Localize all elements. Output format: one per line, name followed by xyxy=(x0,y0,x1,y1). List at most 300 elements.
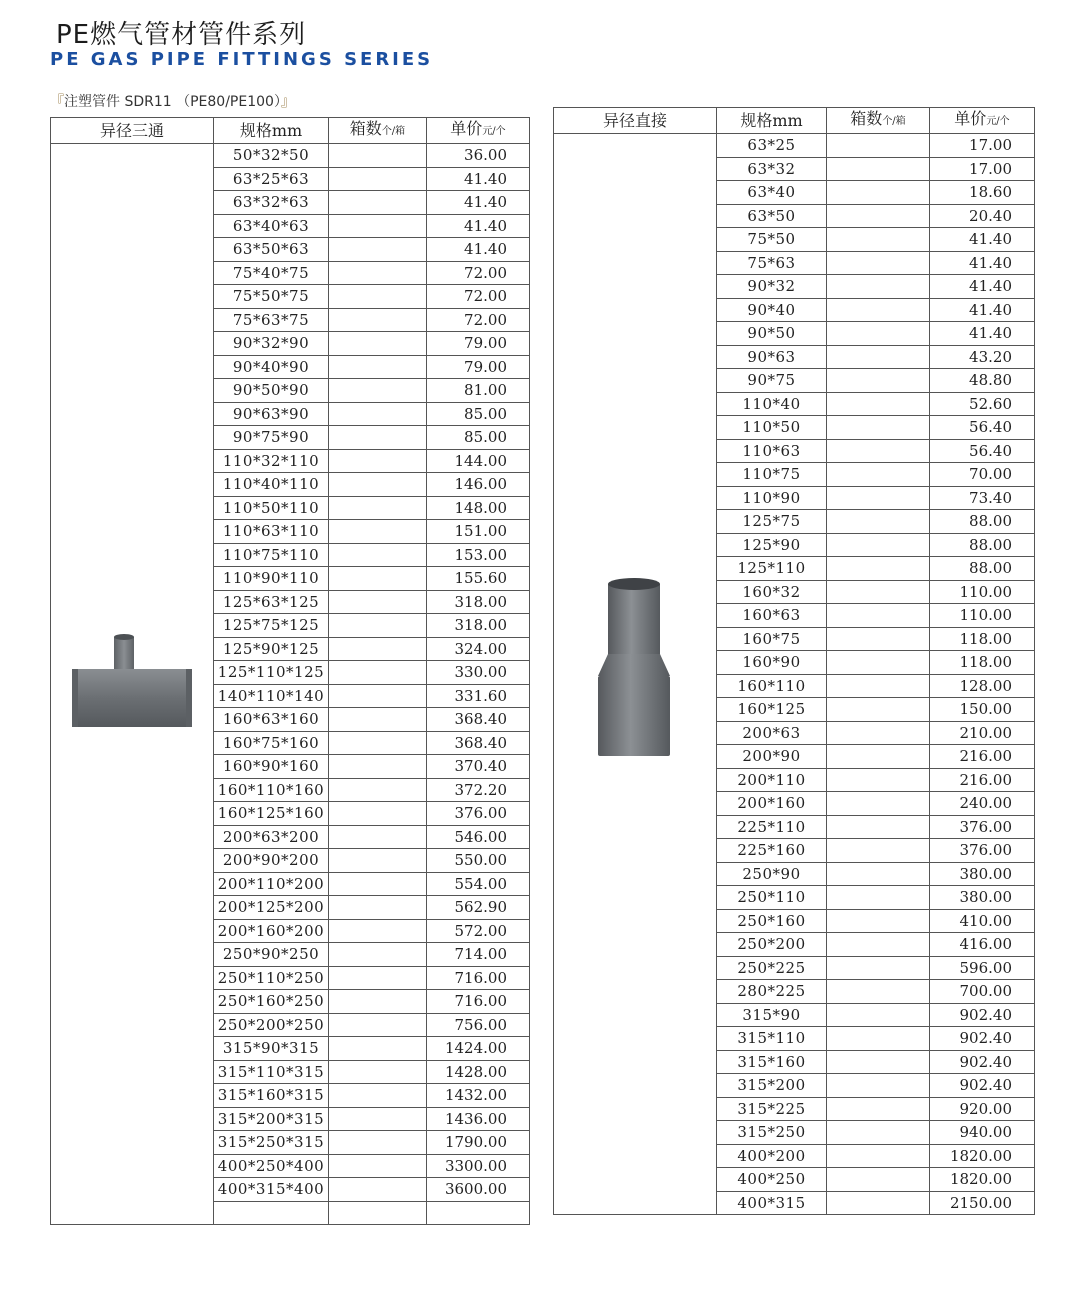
price-cell: 18.60 xyxy=(930,181,1035,205)
box-qty-cell xyxy=(827,298,930,322)
box-qty-cell xyxy=(827,1144,930,1168)
price-cell: 36.00 xyxy=(427,144,530,168)
subtitle-text: 注塑管件 SDR11 （PE80/PE100） xyxy=(64,94,281,110)
size-cell: 225*160 xyxy=(717,839,827,863)
box-qty-cell xyxy=(827,533,930,557)
size-cell: 63*40*63 xyxy=(214,214,329,238)
box-qty-cell xyxy=(827,1074,930,1098)
subtitle-open-bracket: 『 xyxy=(50,94,64,110)
size-cell: 110*63*110 xyxy=(214,520,329,544)
price-cell: 70.00 xyxy=(930,463,1035,487)
price-cell: 151.00 xyxy=(427,520,530,544)
size-cell: 200*63*200 xyxy=(214,825,329,849)
box-qty-cell xyxy=(329,1060,427,1084)
box-qty-cell xyxy=(329,167,427,191)
box-qty-cell xyxy=(329,543,427,567)
price-cell: 85.00 xyxy=(427,426,530,450)
size-cell: 315*250*315 xyxy=(214,1131,329,1155)
box-qty-cell xyxy=(329,849,427,873)
size-cell: 250*110*250 xyxy=(214,966,329,990)
price-cell: 72.00 xyxy=(427,261,530,285)
table-header-row xyxy=(554,108,1035,134)
price-cell: 153.00 xyxy=(427,543,530,567)
box-qty-cell xyxy=(827,674,930,698)
box-qty-cell xyxy=(329,943,427,967)
size-cell: 110*90*110 xyxy=(214,567,329,591)
price-cell: 596.00 xyxy=(930,956,1035,980)
price-cell: 376.00 xyxy=(930,839,1035,863)
box-qty-cell xyxy=(329,731,427,755)
size-cell: 250*200 xyxy=(717,933,827,957)
box-qty-cell xyxy=(827,322,930,346)
price-cell: 41.40 xyxy=(427,191,530,215)
box-qty-cell xyxy=(329,144,427,168)
size-cell: 90*32 xyxy=(717,275,827,299)
box-qty-cell xyxy=(827,651,930,675)
size-cell: 250*90*250 xyxy=(214,943,329,967)
size-cell: 200*110 xyxy=(717,768,827,792)
subtitle-close-bracket: 』 xyxy=(280,94,295,110)
product-name-header: 异径直接 xyxy=(554,108,717,134)
unit-price-label: 单价 xyxy=(450,119,483,138)
size-cell: 63*50 xyxy=(717,204,827,228)
size-cell: 315*90*315 xyxy=(214,1037,329,1061)
price-cell: 88.00 xyxy=(930,510,1035,534)
size-cell: 90*32*90 xyxy=(214,332,329,356)
size-cell: 160*110*160 xyxy=(214,778,329,802)
size-cell: 250*225 xyxy=(717,956,827,980)
box-qty-cell xyxy=(329,308,427,332)
size-cell: 125*63*125 xyxy=(214,590,329,614)
price-cell: 118.00 xyxy=(930,627,1035,651)
spec-column-header: 规格mm xyxy=(214,118,329,144)
price-cell: 368.40 xyxy=(427,708,530,732)
size-cell: 160*75 xyxy=(717,627,827,651)
price-cell: 41.40 xyxy=(930,298,1035,322)
box-qty-cell xyxy=(827,933,930,957)
size-cell: 63*32*63 xyxy=(214,191,329,215)
size-cell: 400*200 xyxy=(717,1144,827,1168)
price-cell: 41.40 xyxy=(930,275,1035,299)
price-cell: 572.00 xyxy=(427,919,530,943)
size-cell: 125*75 xyxy=(717,510,827,534)
price-cell: 562.90 xyxy=(427,896,530,920)
price-cell: 3600.00 xyxy=(427,1178,530,1202)
size-cell: 315*160*315 xyxy=(214,1084,329,1108)
box-qty-cell xyxy=(827,580,930,604)
price-cell: 56.40 xyxy=(930,439,1035,463)
size-cell: 280*225 xyxy=(717,980,827,1004)
price-cell: 128.00 xyxy=(930,674,1035,698)
price-cell: 716.00 xyxy=(427,990,530,1014)
price-cell: 372.20 xyxy=(427,778,530,802)
box-qty-cell xyxy=(827,204,930,228)
price-cell: 210.00 xyxy=(930,721,1035,745)
box-qty-cell xyxy=(827,604,930,628)
unit-price-column-header xyxy=(930,108,1035,134)
box-qty-cell xyxy=(329,238,427,262)
box-qty-cell xyxy=(329,473,427,497)
price-cell: 41.40 xyxy=(427,214,530,238)
size-cell: 160*90 xyxy=(717,651,827,675)
box-qty-cell xyxy=(827,510,930,534)
size-cell: 75*63*75 xyxy=(214,308,329,332)
size-cell: 200*125*200 xyxy=(214,896,329,920)
price-cell: 144.00 xyxy=(427,449,530,473)
price-cell: 376.00 xyxy=(930,815,1035,839)
price-cell: 146.00 xyxy=(427,473,530,497)
size-cell: 90*75 xyxy=(717,369,827,393)
reducing-tee-image xyxy=(51,144,214,1225)
box-qty-cell xyxy=(329,214,427,238)
box-qty-unit: 个/箱 xyxy=(882,116,906,127)
size-cell: 90*63*90 xyxy=(214,402,329,426)
size-cell: 400*315 xyxy=(717,1191,827,1215)
box-qty-cell xyxy=(329,590,427,614)
price-cell: 716.00 xyxy=(427,966,530,990)
page-title: PE燃气管材管件系列 xyxy=(56,20,307,50)
box-qty-cell xyxy=(329,402,427,426)
price-cell: 79.00 xyxy=(427,332,530,356)
box-qty-cell xyxy=(329,332,427,356)
price-cell: 85.00 xyxy=(427,402,530,426)
box-qty-cell xyxy=(329,496,427,520)
price-cell: 72.00 xyxy=(427,285,530,309)
size-cell: 250*160 xyxy=(717,909,827,933)
price-cell: 110.00 xyxy=(930,604,1035,628)
price-cell: 148.00 xyxy=(427,496,530,520)
price-cell: 1432.00 xyxy=(427,1084,530,1108)
price-cell: 150.00 xyxy=(930,698,1035,722)
size-cell: 90*75*90 xyxy=(214,426,329,450)
reducing-tee-icon xyxy=(67,631,197,731)
size-cell: 315*110 xyxy=(717,1027,827,1051)
page-title-english: PE GAS PIPE FITTINGS SERIES xyxy=(50,49,434,70)
reducing-coupling-image xyxy=(554,134,717,1215)
reducing-coupling-icon xyxy=(590,576,680,766)
price-cell: 902.40 xyxy=(930,1027,1035,1051)
price-cell: 1436.00 xyxy=(427,1107,530,1131)
size-cell: 400*250 xyxy=(717,1168,827,1192)
box-qty-cell xyxy=(329,520,427,544)
box-qty-cell xyxy=(329,896,427,920)
box-qty-cell xyxy=(827,839,930,863)
box-qty-column-header xyxy=(827,108,930,134)
box-qty-cell xyxy=(827,1050,930,1074)
box-qty-cell xyxy=(827,745,930,769)
price-cell: 331.60 xyxy=(427,684,530,708)
box-qty-cell xyxy=(329,1201,427,1225)
box-qty-cell xyxy=(827,228,930,252)
price-cell: 17.00 xyxy=(930,157,1035,181)
unit-price-unit: 元/个 xyxy=(482,126,506,137)
size-cell: 63*25 xyxy=(717,134,827,158)
price-cell: 3300.00 xyxy=(427,1154,530,1178)
box-qty-cell xyxy=(827,392,930,416)
table-row xyxy=(51,144,530,168)
price-cell: 700.00 xyxy=(930,980,1035,1004)
size-cell xyxy=(214,1201,329,1225)
box-qty-label: 箱数 xyxy=(349,119,382,138)
box-qty-cell xyxy=(827,792,930,816)
size-cell: 63*25*63 xyxy=(214,167,329,191)
size-cell: 110*75 xyxy=(717,463,827,487)
box-qty-cell xyxy=(827,134,930,158)
price-cell: 41.40 xyxy=(930,251,1035,275)
size-cell: 250*200*250 xyxy=(214,1013,329,1037)
size-cell: 63*32 xyxy=(717,157,827,181)
size-cell: 200*160*200 xyxy=(214,919,329,943)
price-cell: 324.00 xyxy=(427,637,530,661)
box-qty-cell xyxy=(329,191,427,215)
size-cell: 110*40*110 xyxy=(214,473,329,497)
box-qty-cell xyxy=(827,980,930,1004)
price-cell: 318.00 xyxy=(427,614,530,638)
size-cell: 110*32*110 xyxy=(214,449,329,473)
box-qty-cell xyxy=(827,557,930,581)
box-qty-cell xyxy=(329,661,427,685)
price-cell: 902.40 xyxy=(930,1074,1035,1098)
size-cell: 75*40*75 xyxy=(214,261,329,285)
size-cell: 250*90 xyxy=(717,862,827,886)
table-header-row xyxy=(51,118,530,144)
box-qty-cell xyxy=(827,886,930,910)
box-qty-cell xyxy=(329,1178,427,1202)
price-cell: 73.40 xyxy=(930,486,1035,510)
box-qty-cell xyxy=(329,825,427,849)
size-cell: 160*110 xyxy=(717,674,827,698)
price-cell: 41.40 xyxy=(427,167,530,191)
size-cell: 110*40 xyxy=(717,392,827,416)
box-qty-cell xyxy=(329,919,427,943)
price-cell: 1790.00 xyxy=(427,1131,530,1155)
price-cell: 79.00 xyxy=(427,355,530,379)
size-cell: 200*90*200 xyxy=(214,849,329,873)
product-name-header: 异径三通 xyxy=(51,118,214,144)
box-qty-cell xyxy=(329,449,427,473)
size-cell: 315*160 xyxy=(717,1050,827,1074)
box-qty-cell xyxy=(827,627,930,651)
size-cell: 250*160*250 xyxy=(214,990,329,1014)
box-qty-cell xyxy=(827,439,930,463)
size-cell: 315*110*315 xyxy=(214,1060,329,1084)
unit-price-unit: 元/个 xyxy=(986,116,1010,127)
price-cell: 1428.00 xyxy=(427,1060,530,1084)
size-cell: 400*250*400 xyxy=(214,1154,329,1178)
price-cell: 940.00 xyxy=(930,1121,1035,1145)
unit-price-label: 单价 xyxy=(954,109,987,128)
price-cell: 216.00 xyxy=(930,745,1035,769)
box-qty-cell xyxy=(827,909,930,933)
price-cell: 318.00 xyxy=(427,590,530,614)
price-cell: 48.80 xyxy=(930,369,1035,393)
box-qty-cell xyxy=(329,778,427,802)
price-cell: 376.00 xyxy=(427,802,530,826)
box-qty-cell xyxy=(827,369,930,393)
unit-price-column-header xyxy=(427,118,530,144)
size-cell: 315*200*315 xyxy=(214,1107,329,1131)
price-cell: 410.00 xyxy=(930,909,1035,933)
price-cell: 43.20 xyxy=(930,345,1035,369)
box-qty-cell xyxy=(827,768,930,792)
price-cell: 20.40 xyxy=(930,204,1035,228)
box-qty-cell xyxy=(827,251,930,275)
price-cell: 41.40 xyxy=(930,322,1035,346)
size-cell: 63*50*63 xyxy=(214,238,329,262)
box-qty-cell xyxy=(827,275,930,299)
box-qty-cell xyxy=(827,1191,930,1215)
box-qty-cell xyxy=(329,355,427,379)
size-cell: 75*50*75 xyxy=(214,285,329,309)
price-cell: 110.00 xyxy=(930,580,1035,604)
box-qty-cell xyxy=(329,755,427,779)
price-cell: 1820.00 xyxy=(930,1144,1035,1168)
box-qty-cell xyxy=(329,872,427,896)
table-row xyxy=(554,134,1035,158)
box-qty-cell xyxy=(827,416,930,440)
box-qty-cell xyxy=(827,345,930,369)
box-qty-cell xyxy=(827,1097,930,1121)
size-cell: 160*63*160 xyxy=(214,708,329,732)
size-cell: 125*110 xyxy=(717,557,827,581)
size-cell: 90*50*90 xyxy=(214,379,329,403)
box-qty-cell xyxy=(827,1121,930,1145)
size-cell: 125*90*125 xyxy=(214,637,329,661)
box-qty-cell xyxy=(329,802,427,826)
size-cell: 50*32*50 xyxy=(214,144,329,168)
box-qty-cell xyxy=(329,990,427,1014)
size-cell: 200*90 xyxy=(717,745,827,769)
box-qty-cell xyxy=(827,1168,930,1192)
box-qty-cell xyxy=(827,486,930,510)
size-cell: 315*90 xyxy=(717,1003,827,1027)
price-cell: 56.40 xyxy=(930,416,1035,440)
box-qty-cell xyxy=(329,637,427,661)
price-cell: 155.60 xyxy=(427,567,530,591)
box-qty-cell xyxy=(827,1003,930,1027)
box-qty-cell xyxy=(329,261,427,285)
box-qty-cell xyxy=(827,157,930,181)
box-qty-cell xyxy=(329,1107,427,1131)
size-cell: 90*50 xyxy=(717,322,827,346)
price-cell: 118.00 xyxy=(930,651,1035,675)
price-cell: 554.00 xyxy=(427,872,530,896)
box-qty-cell xyxy=(827,862,930,886)
size-cell: 125*90 xyxy=(717,533,827,557)
box-qty-cell xyxy=(827,698,930,722)
price-cell: 380.00 xyxy=(930,862,1035,886)
size-cell: 160*75*160 xyxy=(214,731,329,755)
price-cell: 52.60 xyxy=(930,392,1035,416)
price-cell: 88.00 xyxy=(930,533,1035,557)
size-cell: 315*225 xyxy=(717,1097,827,1121)
size-cell: 160*125 xyxy=(717,698,827,722)
price-cell: 2150.00 xyxy=(930,1191,1035,1215)
section-subtitle xyxy=(50,91,295,111)
box-qty-cell xyxy=(329,1154,427,1178)
size-cell: 160*63 xyxy=(717,604,827,628)
price-cell: 330.00 xyxy=(427,661,530,685)
size-cell: 125*75*125 xyxy=(214,614,329,638)
size-cell: 110*90 xyxy=(717,486,827,510)
size-cell: 90*40 xyxy=(717,298,827,322)
size-cell: 110*63 xyxy=(717,439,827,463)
price-cell: 1820.00 xyxy=(930,1168,1035,1192)
size-cell: 160*90*160 xyxy=(214,755,329,779)
size-cell: 110*75*110 xyxy=(214,543,329,567)
box-qty-cell xyxy=(827,181,930,205)
size-cell: 315*250 xyxy=(717,1121,827,1145)
box-qty-cell xyxy=(329,379,427,403)
price-cell: 1424.00 xyxy=(427,1037,530,1061)
price-cell: 41.40 xyxy=(930,228,1035,252)
price-cell: 41.40 xyxy=(427,238,530,262)
size-cell: 225*110 xyxy=(717,815,827,839)
size-cell: 75*50 xyxy=(717,228,827,252)
price-cell xyxy=(427,1201,530,1225)
price-cell: 920.00 xyxy=(930,1097,1035,1121)
price-cell: 17.00 xyxy=(930,134,1035,158)
price-cell: 370.40 xyxy=(427,755,530,779)
box-qty-cell xyxy=(827,815,930,839)
box-qty-cell xyxy=(329,285,427,309)
box-qty-cell xyxy=(329,426,427,450)
size-cell: 110*50 xyxy=(717,416,827,440)
box-qty-cell xyxy=(827,956,930,980)
box-qty-cell xyxy=(827,463,930,487)
box-qty-cell xyxy=(329,966,427,990)
box-qty-cell xyxy=(329,614,427,638)
price-cell: 714.00 xyxy=(427,943,530,967)
size-cell: 140*110*140 xyxy=(214,684,329,708)
box-qty-column-header xyxy=(329,118,427,144)
size-cell: 315*200 xyxy=(717,1074,827,1098)
price-cell: 902.40 xyxy=(930,1003,1035,1027)
size-cell: 200*63 xyxy=(717,721,827,745)
box-qty-cell xyxy=(827,1027,930,1051)
price-cell: 240.00 xyxy=(930,792,1035,816)
price-cell: 756.00 xyxy=(427,1013,530,1037)
size-cell: 110*50*110 xyxy=(214,496,329,520)
price-cell: 88.00 xyxy=(930,557,1035,581)
box-qty-unit: 个/箱 xyxy=(381,126,406,137)
box-qty-cell xyxy=(329,1131,427,1155)
size-cell: 160*125*160 xyxy=(214,802,329,826)
size-cell: 90*63 xyxy=(717,345,827,369)
size-cell: 90*40*90 xyxy=(214,355,329,379)
box-qty-cell xyxy=(329,684,427,708)
price-cell: 550.00 xyxy=(427,849,530,873)
price-cell: 72.00 xyxy=(427,308,530,332)
price-cell: 81.00 xyxy=(427,379,530,403)
price-cell: 416.00 xyxy=(930,933,1035,957)
reducing-coupling-price-table xyxy=(553,107,1035,1215)
size-cell: 75*63 xyxy=(717,251,827,275)
price-cell: 546.00 xyxy=(427,825,530,849)
size-cell: 400*315*400 xyxy=(214,1178,329,1202)
box-qty-label: 箱数 xyxy=(850,109,883,128)
box-qty-cell xyxy=(329,1013,427,1037)
price-cell: 216.00 xyxy=(930,768,1035,792)
size-cell: 160*32 xyxy=(717,580,827,604)
size-cell: 63*40 xyxy=(717,181,827,205)
box-qty-cell xyxy=(329,1037,427,1061)
box-qty-cell xyxy=(827,721,930,745)
size-cell: 250*110 xyxy=(717,886,827,910)
price-cell: 380.00 xyxy=(930,886,1035,910)
box-qty-cell xyxy=(329,567,427,591)
box-qty-cell xyxy=(329,1084,427,1108)
